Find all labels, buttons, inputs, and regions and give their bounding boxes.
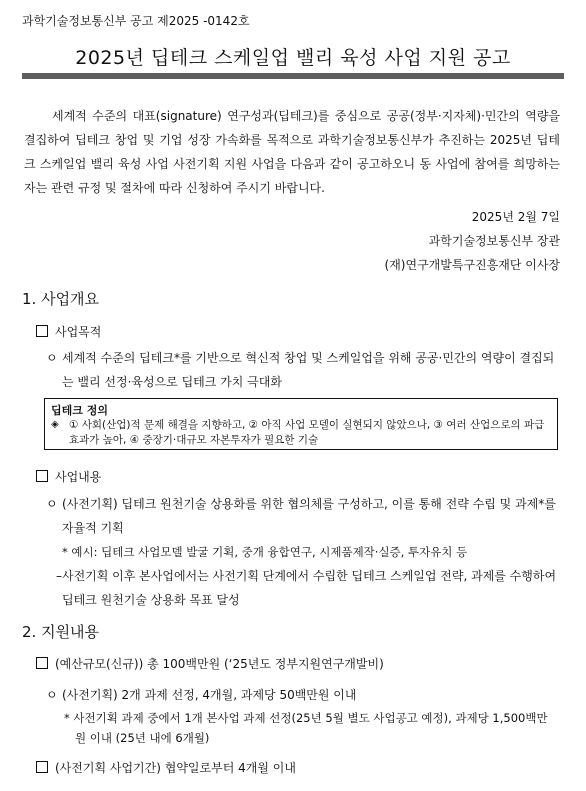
purpose-subheading: [36, 323, 101, 340]
content-label: 사업내용: [55, 470, 102, 484]
prelim-text: (사전기획) 2개 과제 선정, 4개월, 과제당 50백만원 이내: [62, 688, 357, 702]
checkbox-square-icon: [36, 657, 48, 669]
checkbox-square-icon: [36, 761, 48, 773]
checkbox-square-icon: [36, 470, 48, 482]
circle-bullet-icon: ㅇ: [46, 497, 58, 511]
prelim-note: [64, 708, 558, 748]
content-text: (사전기획) 딥테크 원천기술 상용화를 위한 협의체를 구성하고, 이를 통해 전략 수립 및 과제*를 자율적 기획: [62, 497, 556, 535]
title-underline: [22, 73, 564, 79]
circle-bullet-icon: ㅇ: [46, 688, 58, 702]
purpose-item: [46, 346, 558, 394]
circle-bullet-icon: ㅇ: [46, 351, 58, 365]
period-text: (사전기획 사업기간) 협약일로부터 4개월 이내: [55, 761, 296, 775]
section-1-heading: 1. 사업개요: [22, 290, 100, 308]
content-subheading: [36, 468, 101, 485]
notice-number: 과학기술정보통신부 공고 제2025 -0142호: [22, 14, 250, 28]
definition-heading: 딥테크 정의: [51, 404, 108, 417]
purpose-label: 사업목적: [55, 325, 102, 339]
prelim-item: [46, 683, 558, 707]
section-2-heading: 2. 지원내용: [22, 623, 100, 641]
announcement-date: 2025년 2월 7일: [471, 210, 560, 224]
content-example-note: * 예시: 딥테크 사업모델 발굴 기획, 중개 융합연구, 시제품제작·실증, 투자유치 등: [62, 545, 468, 559]
intro-paragraph: [24, 104, 560, 200]
intro-text: 세계적 수준의 대표(signature) 연구성과(딥테크)를 중심으로 공공(정부·지자체)·민간의 역량을 결집하여 딥테크 창업 및 기업 성장 가속화를 목적으로 과학기술정보통신부가 추진하는 2025년 딥테크 스케일업 밸리 육성 사업 사전기획 지원 사업을 다음과 같이 공고하오니 동 사업에 참여를 희망하는 자는 관련 규정 및 절차에 따라 신청하여 주시기 바랍니다.: [24, 109, 560, 195]
content-dash-item: [56, 564, 558, 612]
prelim-note-text: * 사전기획 과제 중에서 1개 본사업 과제 선정(25년 5월 별도 사업공고 예정), 과제당 1,500백만원 이내 (25년 내에 6개월): [64, 711, 548, 745]
issuer-ministry: 과학기술정보통신부 장관: [428, 234, 560, 248]
checkbox-square-icon: [36, 325, 48, 337]
content-dash-text: –사전기획 이후 본사업에서는 사전기획 단계에서 수립한 딥테크 스케일업 전략, 과제를 수행하여 딥테크 원천기술 상용화 목표 달성: [56, 569, 557, 607]
period-line: [36, 759, 296, 776]
purpose-text: 세계적 수준의 딥테크*를 기반으로 혁신적 창업 및 스케일업을 위해 공공·민간의 역량이 결집되는 밸리 선정·육성으로 딥테크 가치 극대화: [62, 351, 555, 389]
issuer-foundation: (재)연구개발특구진흥재단 이사장: [384, 258, 560, 272]
page-title: 2025년 딥테크 스케일업 밸리 육성 사업 지원 공고: [75, 47, 511, 69]
diamond-bullet-icon: ◈: [51, 419, 59, 430]
definition-text: ① 사회(산업)적 문제 해결을 지향하고, ② 아직 사업 모델이 실현되지 않았으나, ③ 여러 산업으로의 파급효과가 높아, ④ 중장기·대규모 자본투자가 필요한 기술: [69, 419, 545, 446]
budget-text: (예산규모(신규)) 총 100백만원 (‘25년도 정부지원연구개발비): [55, 657, 384, 671]
budget-line: [36, 655, 384, 672]
definition-box: [44, 398, 558, 450]
content-item: [46, 492, 558, 540]
